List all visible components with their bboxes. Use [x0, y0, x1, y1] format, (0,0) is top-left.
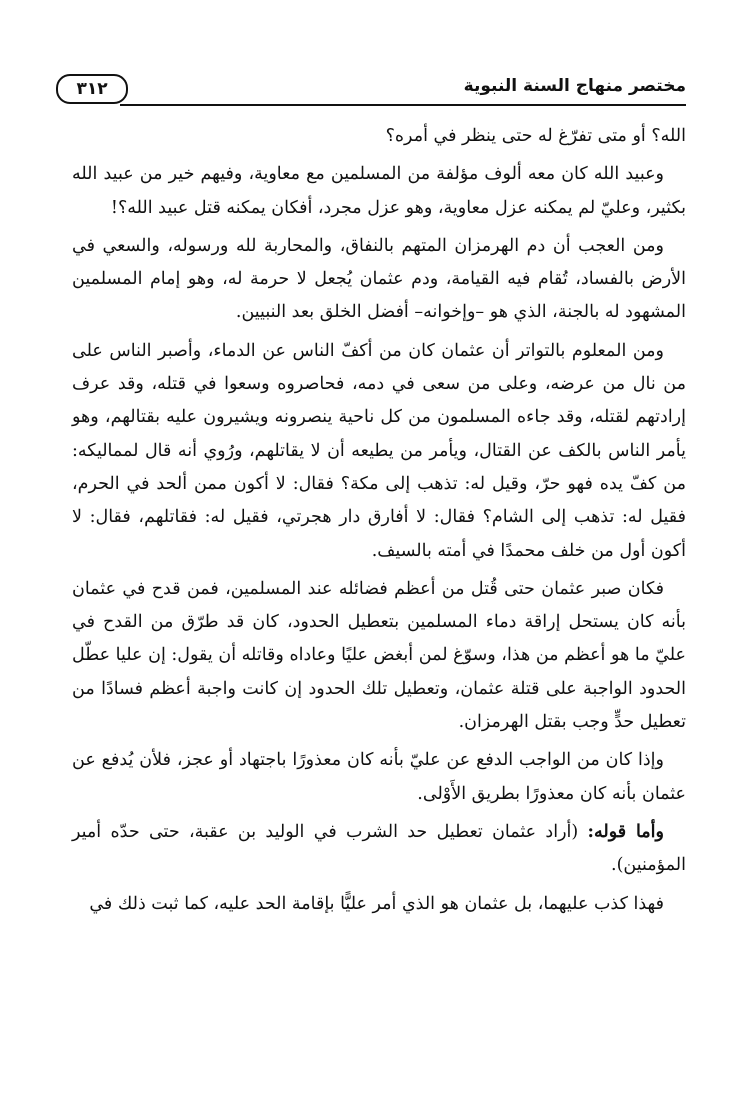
page-number: ٣١٢ [56, 74, 128, 104]
paragraph: وعبيد الله كان معه ألوف مؤلفة من المسلمين مع معاوية، وفيهم خير من عبيد الله بكثير، وعليّ لم يمكنه عزل معاوية، وهو عزل مجرد، أفكان يمكنه قتل عبيد الله؟! [72, 164, 686, 218]
page-header [56, 70, 686, 106]
paragraph: فكان صبر عثمان حتى قُتل من أعظم فضائله عند المسلمين، فمن قدح في عثمان بأنه كان يستحل إراقة دماء المسلمين بتعطيل الحدود، كان قد طرّق من القدح في عليّ ما هو أعظم من هذا، وسوّغ لمن أبغض عليًا وعاداه وقاتله أن يقول: إن عليا عطّل الحدود الواجبة على قتلة عثمان، وتعطيل تلك الحدود إن كانت واجبة أعظم فسادًا من تعطيل حدٍّ وجب بقتل الهرمزان. [72, 578, 686, 733]
quote-lead: وأما قوله: [587, 821, 664, 842]
paragraph: وإذا كان من الواجب الدفع عن عليّ بأنه كان معذورًا باجتهاد أو عجز، فلأن يُدفع عن عثمان بأنه كان معذورًا بطريق الأَوْلى. [72, 750, 686, 804]
paragraph: الله؟ أو متى تفرّغ له حتى ينظر في أمره؟ [385, 126, 686, 146]
paragraph: ومن العجب أن دم الهرمزان المتهم بالنفاق، والمحاربة لله ورسوله، والسعي في الأرض بالفساد، تُقام فيه القيامة، ودم عثمان يُجعل لا حرمة له، وهو إمام المسلمين المشهود له بالجنة، الذي هو –وإخوانه– أفضل الخلق بعد النبيين. [72, 235, 686, 323]
paragraph: ومن المعلوم بالتواتر أن عثمان كان من أكفّ الناس عن الدماء، وأصبر الناس على من نال من عرضه، وعلى من سعى في دمه، فحاصروه وسعوا في قتله، وقد عرف إرادتهم لقتله، وقد جاءه المسلمون من كل ناحية ينصرونه ويشيرون عليه بقتالهم، وهو يأمر الناس بالكف عن القتال، ويأمر من يطيعه أن لا يقاتلهم، ورُوي أنه قال لمماليكه: من كفّ يده فهو حرّ، وقيل له: تذهب إلى مكة؟ فقال: لا أكون ممن ألحد في الحرم، فقيل له: تذهب إلى الشام؟ فقال: لا أفارق دار هجرتي، فقيل له: فقاتلهم، فقال: لا أكون أول من خلف محمدًا في أمته بالسيف. [72, 340, 686, 561]
paragraph: فهذا كذب عليهما، بل عثمان هو الذي أمر عليًّا بإقامة الحد عليه، كما ثبت ذلك في [89, 893, 664, 914]
paragraph [72, 816, 686, 883]
quote-text: (أراد عثمان تعطيل حد الشرب في الوليد بن عقبة، حتى حدّه أمير المؤمنين). [72, 821, 686, 876]
header-divider [120, 104, 686, 106]
body-text [72, 120, 686, 926]
running-title: مختصر منهاج السنة النبوية [463, 76, 686, 96]
